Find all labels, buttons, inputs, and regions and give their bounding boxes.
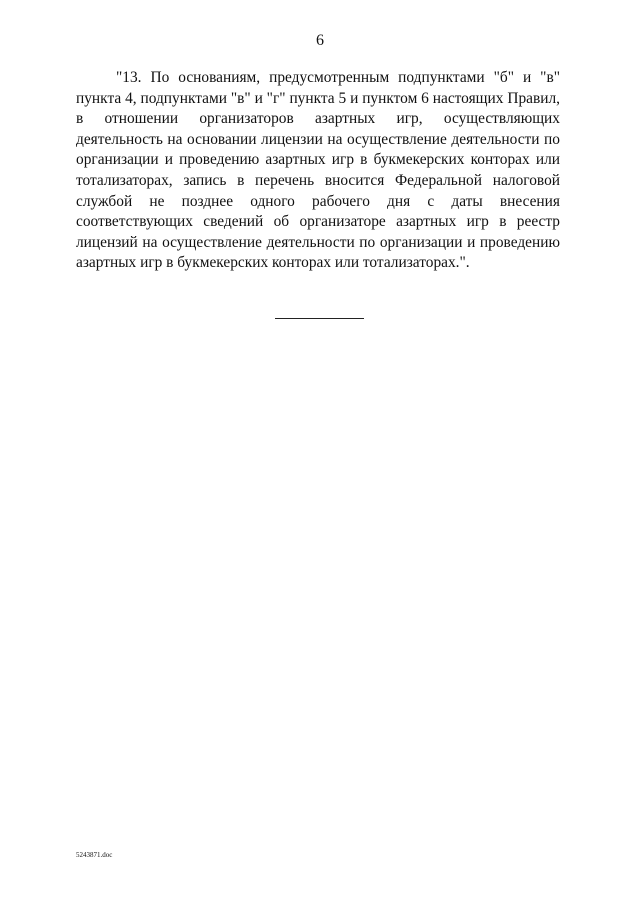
- body-paragraph: "13. По основаниям, предусмотренным подпунктами "б" и "в" пункта 4, подпунктами "в" и "г" пункта 5 и пунктом 6 настоящих Правил, в отношении организаторов азартных игр, осуществляющих деятельность на основании лицензии на осуществление деятельности по организации и проведению азартных игр в букмекерских конторах или тотализаторах, запись в перечень вносится Федеральной налоговой службой не позднее одного рабочего дня с даты внесения соответствующих сведений об организаторе азартных игр в реестр лицензий на осуществление деятельности по организации и проведению азартных игр в букмекерских конторах или тотализаторах.".: [76, 69, 560, 272]
- closing-separator-line: [275, 318, 364, 319]
- file-identifier: 5243871.doc: [76, 851, 113, 859]
- page-number: 6: [316, 32, 324, 49]
